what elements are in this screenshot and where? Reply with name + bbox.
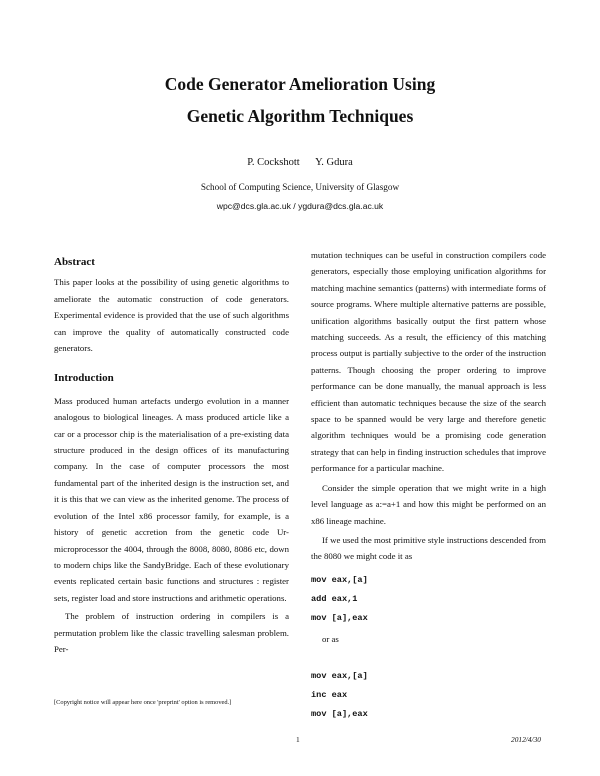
right-paragraph-3: If we used the most primitive style instructions descended from the 8080 we might code it as (311, 534, 546, 562)
paper-title-line-1: Code Generator Amelioration Using (164, 74, 436, 94)
author-list: P. Cockshott Y. Gdura (247, 157, 353, 168)
code-line: mov eax,[a] (311, 671, 368, 681)
left-column (54, 254, 289, 657)
code-block-2 (311, 667, 368, 723)
code-line: mov [a],eax (311, 708, 368, 719)
right-paragraph-1: mutation techniques can be useful in construction compilers code generators, especially those employing unification algorithms for matching machine semantics (patterns) with intermediate forms of source programs. Where multiple alternative patterns are possible, unification algorithms basically output the first pattern whose matching succeeds. As a result, the efficiency of this matching process output is partially subjective to the order of the instruction patterns. Though choosing the proper ordering to improve performance can be done manually, the manual approach is less efficient than automatic techniques because the size of the search space to be spanned would be very large and therefore genetic algorithm techniques would be a promising code generation strategy that can help in finding instruction schedules that improve performance for a particular machine. (311, 250, 546, 474)
code-block-1 (311, 571, 368, 627)
code-line: inc eax (311, 689, 348, 700)
copyright-notice: [Copyright notice will appear here once 'preprint' option is removed.] (54, 699, 232, 706)
author-emails: wpc@dcs.gla.ac.uk / ygdura@dcs.gla.ac.uk (216, 201, 384, 211)
right-column (311, 247, 546, 565)
paper-title-line-2: Genetic Algorithm Techniques (186, 106, 414, 126)
footer-date: 2012/4/30 (511, 735, 541, 744)
code-line: mov eax,[a] (311, 575, 368, 585)
affiliation: School of Computing Science, University of Glasgow (200, 182, 400, 192)
code-line: add eax,1 (311, 593, 358, 604)
right-paragraph-2: Consider the simple operation that we might write in a high level language as a:=a+1 and how this might be performed on an x86 lineage machine. (311, 482, 546, 526)
page-number: 1 (296, 735, 300, 744)
abstract-text: This paper looks at the possibility of using genetic algorithms to ameliorate the automatic construction of code generators. Experimental evidence is provided that the use of such algorithms can improve the quality of automatically constructed code generators. (54, 277, 289, 354)
introduction-heading: Introduction (54, 372, 114, 385)
or-as-text: or as (322, 634, 339, 644)
intro-paragraph-1: Mass produced human artefacts undergo evolution in a manner analogous to biological lineages. A mass produced article like a car or a processor chip is the materialisation of a pre-existing data structure produced in the design offices of its manufacturing company. In the case of computer processors the most fundamental part of the inherited design is the instruction set, and it is this that we can view as the inherited genome. The process of evolution of the Intel x86 processor family, for example, is a history of genetic accretion from the genetic code Ur-microprocessor the 4004, through the 8008, 8080, 8086 etc, down to modern chips like the SandyBridge. Each of these evolutionary events replicated certain basic functions and structures : register sets, register load and store instructions and arithmetic operations. (54, 395, 289, 603)
intro-paragraph-2: The problem of instruction ordering in compilers is a permutation problem like the classic travelling salesman problem. Per- (54, 611, 289, 654)
code-line: mov [a],eax (311, 612, 368, 623)
abstract-heading: Abstract (54, 256, 95, 268)
